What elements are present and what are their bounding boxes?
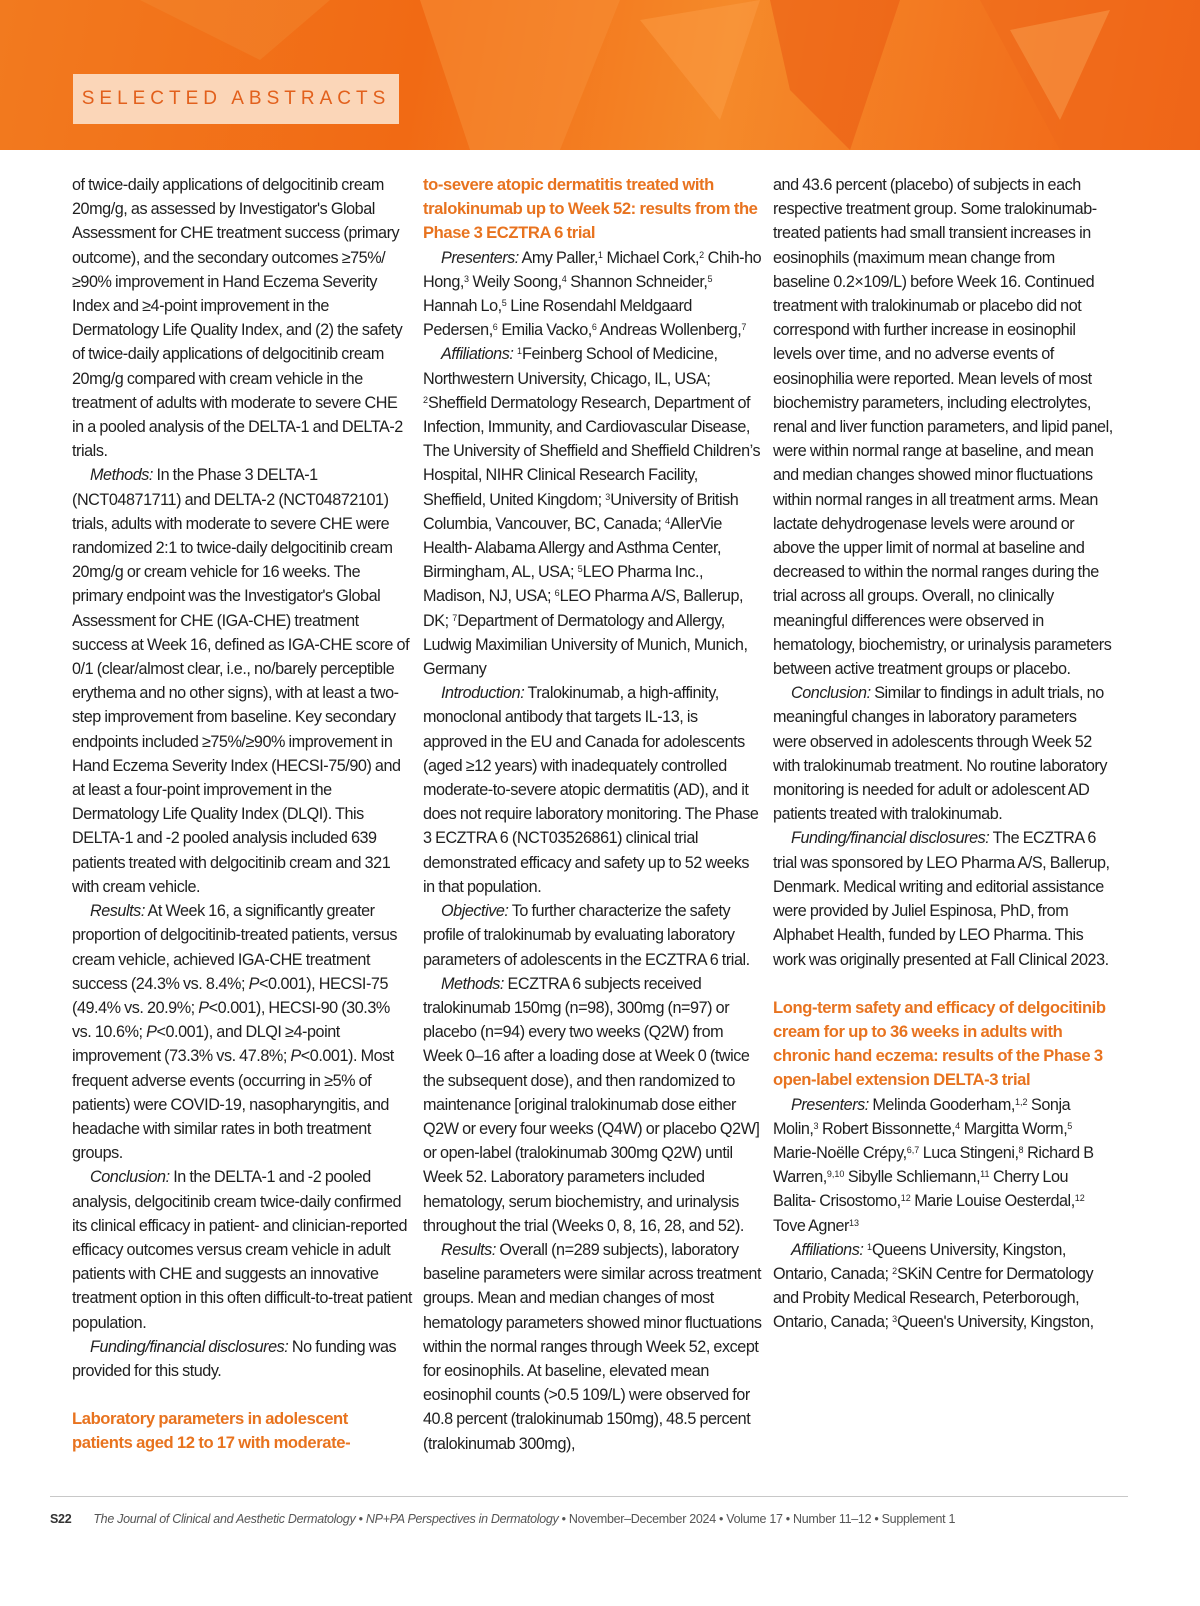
presenter-name: Robert Bissonnette, bbox=[818, 1119, 956, 1138]
paragraph-objective-cont: of twice-daily applications of delgocitinib cream 20mg/g, as assessed by Investigator's Global Assessment for CHE treatment success (primary outcome), and the secondary outcomes ≥75%/≥90% improvement in Hand Eczema Severity Index and ≥4-point improvement in the Dermatology Life Quality Index, and (2) the safety of twice-daily applications of delgocitinib cream 20mg/g compared with cream vehicle in the treatment of adults with moderate to severe CHE in a pooled analysis of the DELTA-1 and DELTA-2 trials. bbox=[72, 176, 403, 461]
abstract-title-cont: to-severe atopic dermatitis treated with tralokinumab up to Week 52: results from the Phase 3 ECZTRA 6 trial bbox=[423, 175, 758, 243]
paragraph-introduction bbox=[423, 681, 763, 899]
p-value-symbol: P bbox=[146, 1023, 157, 1042]
affiliation-marker: 7 bbox=[741, 322, 747, 333]
introduction-text: Tralokinumab, a high-affinity, monoclonal antibody that targets IL-13, is approved in the EU and Canada for adolescents (aged ≥12 years) with inadequately controlled moderate-to-severe atopic dermatitis (AD), and it does not require laboratory monitoring. The Phase 3 ECZTRA 6 (NCT03526861) clinical trial demonstrated efficacy and safety up to 52 weeks in that population. bbox=[423, 684, 759, 896]
conclusion-text: In the DELTA-1 and -2 pooled analysis, delgocitinib cream twice-daily confirmed its clinical efficacy in patient- and clinician-reported efficacy outcomes versus cream vehicle in adult patients with CHE and suggests an innovative treatment option in this often difficult-to-treat patient population. bbox=[72, 1168, 412, 1332]
paragraph-affiliations bbox=[773, 1238, 1113, 1335]
affiliation-marker: 1 bbox=[597, 249, 603, 260]
paragraph-results bbox=[72, 899, 412, 1165]
affiliation-text: Queen's University, Kingston, bbox=[897, 1313, 1094, 1332]
affiliation-number: 4 bbox=[665, 515, 671, 526]
footer-divider bbox=[50, 1496, 1128, 1497]
presenter-name: Amy Paller, bbox=[518, 248, 598, 267]
results-text-c: <0.001), HECSI-90 (30.3% vs. 10.6%; bbox=[72, 998, 390, 1042]
page-footer bbox=[50, 1512, 1128, 1526]
issue-info: • November–December 2024 • Volume 17 • Number 11–12 • Supplement 1 bbox=[558, 1512, 956, 1526]
paragraph-objective bbox=[423, 899, 763, 972]
paragraph-conclusion bbox=[773, 681, 1113, 826]
results-text-e: <0.001). Most frequent adverse events (occurring in ≥5% of patients) were COVID-19, nasopharyngitis, and headache with similar rates in both treatment groups. bbox=[72, 1047, 394, 1163]
affiliation-marker: 3 bbox=[463, 273, 469, 284]
affiliation-text: University of British Columbia, Vancouver, BC, Canada; bbox=[423, 490, 739, 533]
affiliation-marker: 11 bbox=[980, 1169, 990, 1180]
conclusion-text: Similar to findings in adult trials, no meaningful changes in laboratory parameters were observed in adolescents through Week 52 with tralokinumab treatment. No routine laboratory monitoring is needed for adult or adolescent AD patients treated with tralokinumab. bbox=[773, 684, 1107, 824]
affiliation-marker: 5 bbox=[501, 298, 507, 309]
affiliation-text: Queens University, Kingston, Ontario, Canada; bbox=[773, 1240, 1066, 1283]
affiliation-text: LEO Pharma A/S, Ballerup, DK; bbox=[423, 587, 744, 630]
paragraph-results bbox=[423, 1238, 763, 1456]
paragraph-conclusion bbox=[72, 1165, 412, 1334]
column-2 bbox=[423, 173, 763, 1456]
paragraph-funding bbox=[773, 826, 1113, 971]
affiliation-number: 2 bbox=[423, 394, 429, 405]
affiliation-marker: 12 bbox=[900, 1193, 911, 1204]
abstract-title: Laboratory parameters in adolescent patients aged 12 to 17 with moderate- bbox=[72, 1409, 351, 1453]
affiliations-label: Affiliations: bbox=[791, 1240, 864, 1259]
p-value-symbol: P bbox=[198, 998, 209, 1017]
affiliation-marker: 5 bbox=[1067, 1120, 1073, 1131]
affiliation-marker: 6 bbox=[492, 322, 498, 333]
results-text-b: <0.001), HECSI-75 (49.4% vs. 20.9%; bbox=[72, 974, 389, 1017]
p-value-symbol: P bbox=[290, 1047, 301, 1066]
affiliation-marker: 5 bbox=[707, 273, 713, 284]
funding-label: Funding/financial disclosures: bbox=[90, 1337, 289, 1356]
presenters-label: Presenters: bbox=[791, 1095, 869, 1114]
affiliation-text: Feinberg School of Medicine, Northwestern University, Chicago, IL, USA; bbox=[423, 345, 718, 388]
affiliation-marker: 12 bbox=[1074, 1193, 1085, 1204]
affiliation-number: 2 bbox=[892, 1265, 898, 1276]
methods-label: Methods: bbox=[90, 466, 153, 485]
affiliation-marker: 4 bbox=[955, 1120, 961, 1131]
column-1 bbox=[72, 173, 412, 1456]
methods-text: ECZTRA 6 subjects received tralokinumab 150mg (n=98), 300mg (n=97) or placebo (n=94) every two weeks (Q2W) from Week 0–16 after a loading dose at Week 0 (twice the subsequent dose), and then randomized to maintenance [original tralokinumab dose either Q2W or every four weeks (Q4W) or placebo Q2W] or open-label (tralokinumab 300mg Q2W) until Week 52. Laboratory parameters included hematology, serum biochemistry, and urinalysis throughout the trial (Weeks 0, 8, 16, 28, and 52). bbox=[423, 974, 760, 1235]
affiliation-marker: 8 bbox=[1018, 1144, 1024, 1155]
presenter-name: Hannah Lo, bbox=[423, 297, 502, 316]
presenter-name: Tove Agner bbox=[773, 1216, 849, 1235]
methods-text: In the Phase 3 DELTA-1 (NCT04871711) and DELTA-2 (NCT04872101) trials, adults with moderate to severe CHE were randomized 2:1 to twice-daily delgocitinib cream 20mg/g or cream vehicle for 16 weeks. The primary endpoint was the Investigator's Global Assessment for CHE (IGA-CHE) treatment success at Week 16, defined as IGA-CHE score of 0/1 (clear/almost clear, i.e., no/barely perceptible erythema and no other signs), with at least a two-step improvement from baseline. Key secondary endpoints included ≥75%/≥90% improvement in Hand Eczema Severity Index (HECSI-75/90) and at least a four-point improvement in the Dermatology Life Quality Index (DLQI). This DELTA-1 and -2 pooled analysis included 639 patients treated with delgocitinib cream and 321 with cream vehicle. bbox=[72, 466, 410, 896]
presenter-name: Line Rosendahl Meldgaard Pedersen, bbox=[423, 297, 692, 340]
results-text-d: <0.001), and DLQI ≥4-point improvement (73.3% vs. 47.8%; bbox=[72, 1023, 340, 1066]
conclusion-label: Conclusion: bbox=[90, 1168, 170, 1187]
paragraph-presenters bbox=[423, 246, 763, 343]
journal-name: The Journal of Clinical and Aesthetic Dermatology bbox=[93, 1512, 356, 1526]
affiliation-number: 5 bbox=[577, 564, 583, 575]
section-tag: SELECTED ABSTRACTS bbox=[73, 74, 399, 124]
presenter-name: Melinda Gooderham, bbox=[868, 1095, 1015, 1114]
affiliation-marker: 9,10 bbox=[826, 1169, 845, 1180]
results-text-a: At Week 16, a significantly greater proportion of delgocitinib-treated patients, versus cream vehicle, achieved IGA-CHE treatment success (24.3% vs. 8.4%; bbox=[72, 902, 398, 993]
presenter-name: Chih-ho Hong, bbox=[423, 248, 762, 291]
affiliation-marker: 1,2 bbox=[1014, 1096, 1028, 1107]
paragraph-funding bbox=[72, 1335, 412, 1383]
presenter-name: Shannon Schneider, bbox=[566, 272, 708, 291]
affiliation-number: 1 bbox=[867, 1241, 873, 1252]
objective-label: Objective: bbox=[441, 902, 509, 921]
results-label: Results: bbox=[90, 902, 145, 921]
affiliation-text: SKiN Centre for Dermatology and Probity Medical Research, Peterborough, Ontario, Canada; bbox=[773, 1264, 1094, 1332]
affiliation-number: 7 bbox=[452, 612, 458, 623]
presenter-name: Margitta Worm, bbox=[960, 1119, 1068, 1138]
presenter-name: Sonja Molin, bbox=[773, 1095, 1071, 1138]
presenter-name: Emilia Vacko, bbox=[497, 321, 592, 340]
affiliations-list bbox=[423, 345, 760, 678]
footer-separator: • bbox=[355, 1512, 366, 1526]
affiliation-number: 3 bbox=[892, 1314, 898, 1325]
paragraph-presenters bbox=[773, 1093, 1113, 1238]
affiliations-label: Affiliations: bbox=[441, 345, 514, 364]
results-text: Overall (n=289 subjects), laboratory baseline parameters were similar across treatment groups. Mean and median changes of most hematology parameters showed minor fluctuations within the normal ranges through Week 52, except for eosinophils. At baseline, elevated mean eosinophil counts (>0.5 109/L) were observed for 40.8 percent (tralokinumab 150mg), 48.5 percent (tralokinumab 300mg), bbox=[423, 1240, 762, 1453]
affiliation-marker: 13 bbox=[849, 1217, 860, 1228]
affiliation-number: 1 bbox=[517, 346, 523, 357]
page-number: S22 bbox=[50, 1512, 72, 1526]
affiliation-text: Department of Dermatology and Allergy, Ludwig Maximilian University of Munich, Munich, Germany bbox=[423, 611, 748, 679]
objective-text: To further characterize the safety profile of tralokinumab by evaluating laboratory parameters of adolescents in the ECZTRA 6 trial. bbox=[423, 902, 750, 969]
presenter-name: Andreas Wollenberg, bbox=[596, 321, 742, 340]
abstract-title: Long-term safety and efficacy of delgocitinib cream for up to 36 weeks in adults with chronic hand eczema: results of the Phase 3 open-label extension DELTA-3 trial bbox=[773, 997, 1106, 1090]
funding-label: Funding/financial disclosures: bbox=[791, 829, 990, 848]
presenter-name: Michael Cork, bbox=[602, 248, 700, 267]
affiliation-text: AllerVie Health- Alabama Allergy and Asthma Center, Birmingham, AL, USA; bbox=[423, 514, 722, 582]
presenter-name: Cherry Lou Balita- Crisostomo, bbox=[773, 1168, 1069, 1211]
paragraph-results-cont: and 43.6 percent (placebo) of subjects in each respective treatment group. Some tralokinumab-treated patients had small transient increases in eosinophils (maximum mean change from baseline 0.2×109/L) before Week 16. Continued treatment with tralokinumab or placebo did not correspond with further increase in eosinophil levels over time, and no adverse events of eosinophilia were reported. Mean levels of most biochemistry parameters, including electrolytes, renal and liver function parameters, and lipid panel, were within normal range at baseline, and mean and median changes showed minor fluctuations within normal ranges in all treatment arms. Mean lactate dehydrogenase levels were around or above the upper limit of normal at baseline and decreased to within the normal ranges during the trial across all groups. Overall, no clinically meaningful differences were observed in hematology, biochemistry, or urinalysis parameters between active treatment groups or placebo. bbox=[773, 176, 1113, 679]
presenter-name: Marie-Noëlle Crépy, bbox=[773, 1143, 907, 1162]
presenters-list bbox=[773, 1096, 1094, 1235]
presenter-name: Luca Stingeni, bbox=[919, 1143, 1019, 1162]
p-value-symbol: P bbox=[248, 974, 259, 993]
paragraph-affiliations bbox=[423, 342, 763, 681]
presenter-name: Richard B Warren, bbox=[773, 1143, 1094, 1187]
column-3 bbox=[773, 173, 1113, 1335]
results-label: Results: bbox=[441, 1240, 496, 1259]
affiliation-marker: 3 bbox=[813, 1120, 819, 1131]
affiliation-number: 3 bbox=[605, 491, 611, 502]
affiliation-number: 6 bbox=[554, 588, 560, 599]
presenter-name: Weily Soong, bbox=[468, 272, 562, 291]
affiliation-text: Sheffield Dermatology Research, Department of Infection, Immunity, and Cardiovascular Disease, The University of Sheffield and Sheffield Children’s Hospital, NIHR Clinical Research Facility, Sheffield, United Kingdom; bbox=[423, 393, 761, 509]
funding-text: The ECZTRA 6 trial was sponsored by LEO Pharma A/S, Ballerup, Denmark. Medical writing and editorial assistance were provided by Juliel Espinosa, PhD, from Alphabet Health, funded by LEO Pharma. This work was originally presented at Fall Clinical 2023. bbox=[773, 829, 1110, 969]
presenter-name: Sibylle Schliemann, bbox=[844, 1168, 981, 1187]
affiliation-marker: 6 bbox=[591, 322, 597, 333]
methods-label: Methods: bbox=[441, 974, 504, 993]
funding-text: No funding was provided for this study. bbox=[72, 1337, 397, 1380]
affiliation-marker: 6,7 bbox=[906, 1144, 920, 1155]
introduction-label: Introduction: bbox=[441, 684, 525, 703]
paragraph-methods bbox=[72, 463, 412, 899]
journal-perspectives: NP+PA Perspectives in Dermatology bbox=[365, 1512, 559, 1526]
affiliation-marker: 2 bbox=[699, 249, 705, 260]
affiliation-text: LEO Pharma Inc., Madison, NJ, USA; bbox=[423, 563, 704, 606]
conclusion-label: Conclusion: bbox=[791, 684, 871, 703]
affiliation-marker: 4 bbox=[561, 273, 567, 284]
presenters-label: Presenters: bbox=[441, 248, 519, 267]
presenter-name: Marie Louise Oesterdal, bbox=[910, 1192, 1075, 1211]
paragraph-methods bbox=[423, 972, 763, 1238]
header-band bbox=[0, 0, 1200, 150]
